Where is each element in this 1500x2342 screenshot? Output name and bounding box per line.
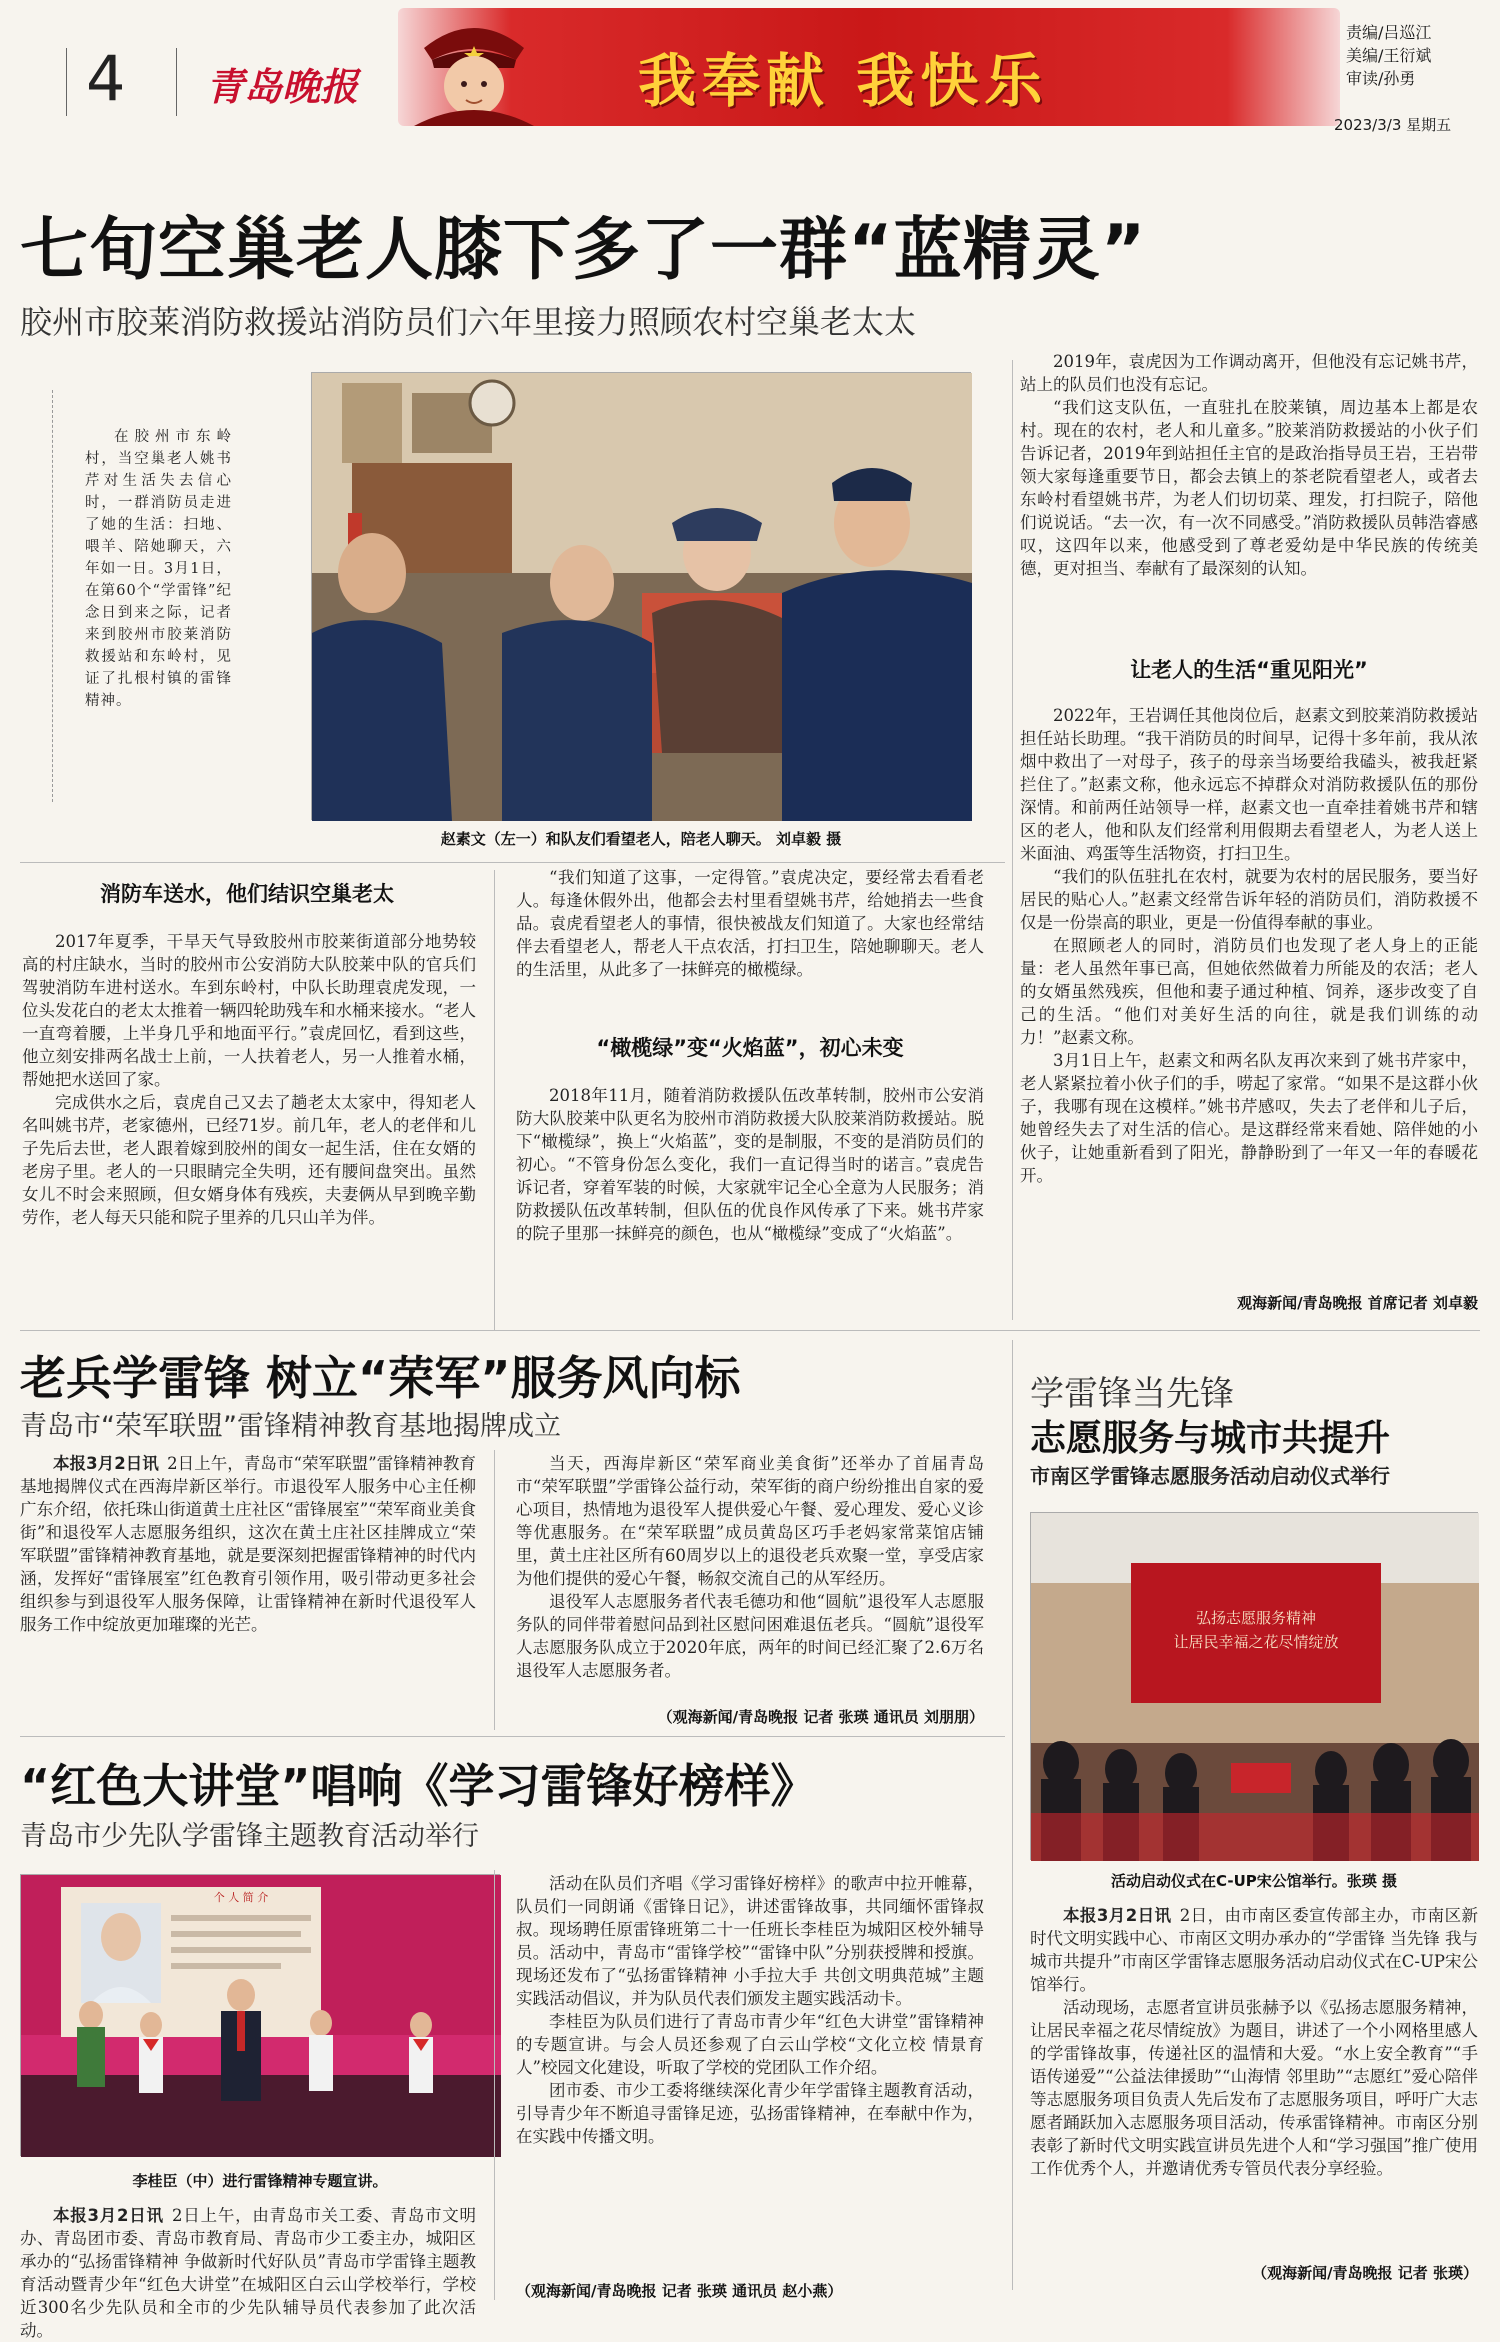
article1-lead-box — [52, 390, 232, 802]
editor-credit: 责编/吕巡江 — [1346, 23, 1432, 42]
article1-col2-bottom — [516, 1084, 984, 1245]
article1-col3-p4: “我们的队伍驻扎在农村，就要为农村的居民服务，要当好居民的贴心人。”赵素文经常告诉年轻的消防员们，消防救援不仅是一份崇高的职业，更是一份值得奉献的事业。 — [1020, 867, 1478, 932]
article1-headline: 七旬空巢老人膝下多了一群“蓝精灵” — [20, 211, 1147, 290]
article1-col3-top — [1020, 350, 1478, 580]
article1-col1 — [22, 930, 476, 1229]
article2-col2 — [516, 1452, 984, 1682]
article4-body — [1030, 1904, 1478, 2180]
article3-col1 — [20, 2204, 476, 2342]
article1-col3-p1: 2019年，袁虎因为工作调动离开，但他没有忘记姚书芹，站上的队员们也没有忘记。 — [1020, 352, 1478, 394]
article2-p2: 当天，西海岸新区“荣军商业美食街”还举办了首届青岛市“荣军联盟”学雷锋公益行动，荣军街的商户纷纷推出自家的爱心项目，热情地为退役军人提供爱心午餐、爱心理发、爱心义诊等优惠服务。在“荣军联盟”成员黄岛区巧手老妈家常菜馆店铺里，黄土庄社区所有60周岁以上的退役老兵欢聚一堂，享受店家为他们提供的爱心午餐，畅叙交流自己的从军经历。 — [516, 1454, 984, 1588]
article2-subheadline: 青岛市“荣军联盟”雷锋精神教育基地揭牌成立 — [20, 1411, 561, 1442]
article4-dateline: 本报3月2日讯 — [1063, 1906, 1172, 1925]
article4-p1: 2日，由市南区委宣传部主办，市南区新时代文明实践中心、市南区文明办承办的“学雷锋 当先锋 我与城市共提升”市南区学雷锋志愿服务活动启动仪式在C-UP宋公馆举行。 — [1030, 1906, 1478, 1994]
article3-dateline: 本报3月2日讯 — [53, 2206, 164, 2225]
article1-col3-p2: “我们这支队伍，一直驻扎在胶莱镇，周边基本上都是农村。现在的农村，老人和儿童多。”胶莱消防救援站的小伙子们告诉记者，2019年到站担任主官的是政治指导员王岩，王岩带领大家每逢重要节日，都会去镇上的茶老院看望老人，或者去东岭村看望姚书芹，为老人们切切菜、理发，打扫院子，陪他们说说话。“去一次，有一次不同感受。”消防救援队员韩浩睿感叹，这四年以来，他感受到了尊老爱幼是中华民族的传统美德，更对担当、奉献有了最深刻的认知。 — [1020, 398, 1478, 578]
article1-col2-top — [516, 866, 984, 981]
article4-byline: （观海新闻/青岛晚报 记者 张瑛） — [1252, 2264, 1478, 2282]
article1-section2-title: “橄榄绿”变“火焰蓝”，初心未变 — [596, 1036, 904, 1060]
article1-photo-caption: 赵素文（左一）和队友们看望老人，陪老人聊天。 刘卓毅 摄 — [440, 830, 842, 848]
article1-col3-p5: 在照顾老人的同时，消防员们也发现了老人身上的正能量：老人虽然年事已高，但她依然做着力所能及的农活；老人的女婿虽然残疾，但他和妻子通过种植、饲养，逐步改变了自己的生活。“他们对美好生活的向往，就是我们训练的动力！”赵素文称。 — [1020, 936, 1478, 1047]
article2-headline: 老兵学雷锋 树立“荣军”服务风向标 — [20, 1351, 741, 1405]
article3-subheadline: 青岛市少先队学雷锋主题教育活动举行 — [20, 1821, 479, 1852]
masthead — [0, 0, 1500, 140]
article1-lead: 在胶州市东岭村，当空巢老人姚书芹对生活失去信心时，一群消防员走进了她的生活：扫地、喂羊、陪她聊天，六年如一日。3月1日，在第60个“学雷锋”纪念日到来之际，记者来到胶州市胶莱消防救援站和东岭村，见证了扎根村镇的雷锋精神。 — [85, 429, 232, 709]
article1-subheadline: 胶州市胶莱消防救援站消防员们六年里接力照顾农村空巢老太太 — [20, 303, 917, 341]
article2-col1 — [20, 1452, 476, 1636]
article1-col1-p1: 2017年夏季，干旱天气导致胶州市胶莱街道部分地势较高的村庄缺水，当时的胶州市公安消防大队胶莱中队的官兵们驾驶消防车进村送水。车到东岭村，中队长助理袁虎发现，一位头发花白的老太太推着一辆四轮助残车和水桶来接水。“老人一直弯着腰，上半身几乎和地面平行。”袁虎回忆，看到这些，他立刻安排两名战士上前，一人扶着老人，另一人推着水桶，帮她把水送回了家。 — [22, 932, 476, 1089]
article4-photo-screen-line1: 弘扬志愿服务精神 — [1195, 1609, 1317, 1627]
article3-p1: 2日上午，由青岛市关工委、青岛市文明办、青岛团市委、青岛市教育局、青岛市少工委主办，城阳区承办的“弘扬雷锋精神 争做新时代好队员”青岛市学雷锋主题教育活动暨青少年“红色大讲堂”在城阳区白云山学校举行，学校近300名少先队员和全市的少先队辅导员代表参加了此次活动。 — [20, 2206, 476, 2340]
article3-p2: 活动在队员们齐唱《学习雷锋好榜样》的歌声中拉开帷幕，队员们一同朗诵《雷锋日记》，讲述雷锋故事，共同缅怀雷锋叔叔。现场聘任原雷锋班第二十一任班长李桂臣为城阳区校外辅导员。活动中，青岛市“雷锋学校”“雷锋中队”分别获授牌和授旗。现场还发布了“弘扬雷锋精神 小手拉大手 共创文明典范城”主题实践活动倡议，并为队员代表们颁发主题实践活动卡。 — [516, 1874, 984, 2008]
article2-dateline: 本报3月2日讯 — [53, 1454, 159, 1473]
article4-photo — [1030, 1512, 1478, 1860]
page-number: 4 — [86, 42, 126, 115]
paper-name: 青岛晚报 — [206, 64, 359, 109]
article3-headline: “红色大讲堂”唱响《学习雷锋好榜样》 — [20, 1759, 817, 1813]
article3-photo-banner: 个 人 简 介 — [213, 1891, 269, 1904]
proofreader-credit: 审读/孙勇 — [1346, 69, 1416, 88]
article1-col3-bottom — [1020, 704, 1478, 1187]
article4-photo-screen-line2: 让居民幸福之花尽情绽放 — [1173, 1633, 1339, 1651]
article3-p3: 李桂臣为队员们进行了青岛市青少年“红色大讲堂”雷锋精神的专题宣讲。与会人员还参观了白云山学校“文化立校 情景育人”校园文化建设，听取了学校的党团队工作介绍。 — [516, 2012, 984, 2077]
lei-feng-portrait-icon — [404, 8, 544, 126]
article2-p3: 退役军人志愿服务者代表毛德功和他“圆航”退役军人志愿服务队的同伴带着慰问品到社区慰问困难退伍老兵。“圆航”退役军人志愿服务队成立于2020年底，两年的时间已经汇聚了2.6万名退役军人志愿服务者。 — [516, 1592, 984, 1680]
article4-kicker: 学雷锋当先锋 — [1030, 1374, 1234, 1414]
article1-section1-title: 消防车送水，他们结识空巢老太 — [100, 882, 394, 906]
article1-col1-p2: 完成供水之后，袁虎自己又去了趟老太太家中，得知老人名叫姚书芹，老家德州，已经71岁。前几年，老人的老伴和儿子先后去世，老人跟着嫁到胶州的闺女一起生活，住在女婿的老房子里。老人的一只眼睛完全失明，还有腰间盘突出。虽然女儿不时会来照顾，但女婿身体有残疾，夫妻俩从早到晚辛勤劳作，老人每天只能和院子里养的几只山羊为伴。 — [22, 1093, 476, 1227]
article4-subheadline: 市南区学雷锋志愿服务活动启动仪式举行 — [1030, 1464, 1390, 1488]
article1-section3-title: 让老人的生活“重见阳光” — [1130, 658, 1368, 682]
article4-headline: 志愿服务与城市共提升 — [1030, 1418, 1391, 1459]
designer-credit: 美编/王衍斌 — [1346, 46, 1432, 65]
article1-byline: 观海新闻/青岛晚报 首席记者 刘卓毅 — [1237, 1294, 1478, 1312]
article3-byline: （观海新闻/青岛晚报 记者 张瑛 通讯员 赵小燕） — [516, 2282, 843, 2300]
article4-photo-caption: 活动启动仪式在C-UP宋公馆举行。张瑛 摄 — [1111, 1872, 1397, 1890]
article2-p1: 2日上午，青岛市“荣军联盟”雷锋精神教育基地揭牌仪式在西海岸新区举行。市退役军人服务中心主任柳广东介绍，依托珠山街道黄土庄社区“雷锋展室”“荣军商业美食街”和退役军人志愿服务组织，这次在黄土庄社区挂牌成立“荣军联盟”雷锋精神教育基地，就是要深刻把握雷锋精神的时代内涵，发挥好“雷锋展室”红色教育引领作用，吸引带动更多社会组织参与到退役军人服务保障，让雷锋精神在新时代退役军人服务工作中绽放更加璀璨的光芒。 — [20, 1454, 476, 1634]
article1-col3-p6: 3月1日上午，赵素文和两名队友再次来到了姚书芹家中，老人紧紧拉着小伙子们的手，唠起了家常。“如果不是这群小伙子，我哪有现在这模样。”姚书芹感叹，失去了老伴和儿子后，她曾经失去了对生活的信心。是这群经常来看她、陪伴她的小伙子，让她重新看到了阳光，静静盼到了一年又一年的春暖花开。 — [1020, 1051, 1478, 1185]
article4-p2: 活动现场，志愿者宣讲员张赫予以《弘扬志愿服务精神，让居民幸福之花尽情绽放》为题目，讲述了一个小网格里感人的学雷锋故事，传递社区的温情和大爱。“水上安全教育”“手语传递爱”“公益法律援助”“山海情 邻里助”“志愿红”爱心陪伴等志愿服务项目负责人先后发布了志愿服务项目，呼吁广大志愿者踊跃加入志愿服务项目活动，传承雷锋精神。市南区分别表彰了新时代文明实践宣讲员先进个人和“学习强国”推广使用工作优秀个人，并邀请优秀专管员代表分享经验。 — [1030, 1998, 1478, 2178]
article3-photo — [20, 1874, 500, 2156]
article3-p4: 团市委、市少工委将继续深化青少年学雷锋主题教育活动，引导青少年不断追寻雷锋足迹，弘扬雷锋精神，在奉献中作为，在实践中传播文明。 — [516, 2081, 984, 2146]
article3-photo-caption: 李桂臣（中）进行雷锋精神专题宣讲。 — [132, 2172, 388, 2190]
article1-photo — [311, 372, 971, 820]
article1-col2-p2: 2018年11月，随着消防救援队伍改革转制，胶州市公安消防大队胶莱中队更名为胶州市消防救援大队胶莱消防救援站。脱下“橄榄绿”，换上“火焰蓝”，变的是制服，不变的是消防员们的初心。“不管身份怎么变化，我们一直记得当时的诺言。”袁虎告诉记者，穿着军装的时候，大家就牢记全心全意为人民服务；消防救援队伍改革转制，但队伍的优良作风传承了下来。姚书芹家的院子里那一抹鲜亮的颜色，也从“橄榄绿”变成了“火焰蓝”。 — [516, 1086, 984, 1243]
banner — [398, 8, 1340, 126]
article3-col2 — [516, 1872, 984, 2148]
article1-col3-p3: 2022年，王岩调任其他岗位后，赵素文到胶莱消防救援站担任站长助理。“我干消防员的时间早，记得十多年前，我从浓烟中救出了一对母子，孩子的母亲当场要给我磕头，被我赶紧拦住了。”赵素文称，他永远忘不掉群众对消防救援队伍的那份深情。和前两任站领导一样，赵素文也一直牵挂着姚书芹和辖区的老人，他和队友们经常利用假期去看望老人，为老人送上米面油、鸡蛋等生活物资，打扫卫生。 — [1020, 706, 1478, 863]
banner-title: 我奉献 我快乐 — [638, 47, 1049, 115]
issue-date: 2023/3/3 星期五 — [1334, 116, 1452, 134]
article2-byline: （观海新闻/青岛晚报 记者 张瑛 通讯员 刘朋朋） — [657, 1708, 984, 1726]
article1-col2-p1: “我们知道了这事，一定得管。”袁虎决定，要经常去看看老人。每逢休假外出，他都会去村里看望姚书芹，给她捎去一些食品。袁虎看望老人的事情，很快被战友们知道了。大家也经常结伴去看望老人，帮老人干点农活，打扫卫生，陪她聊聊天。老人的生活里，从此多了一抹鲜亮的橄榄绿。 — [516, 868, 984, 979]
